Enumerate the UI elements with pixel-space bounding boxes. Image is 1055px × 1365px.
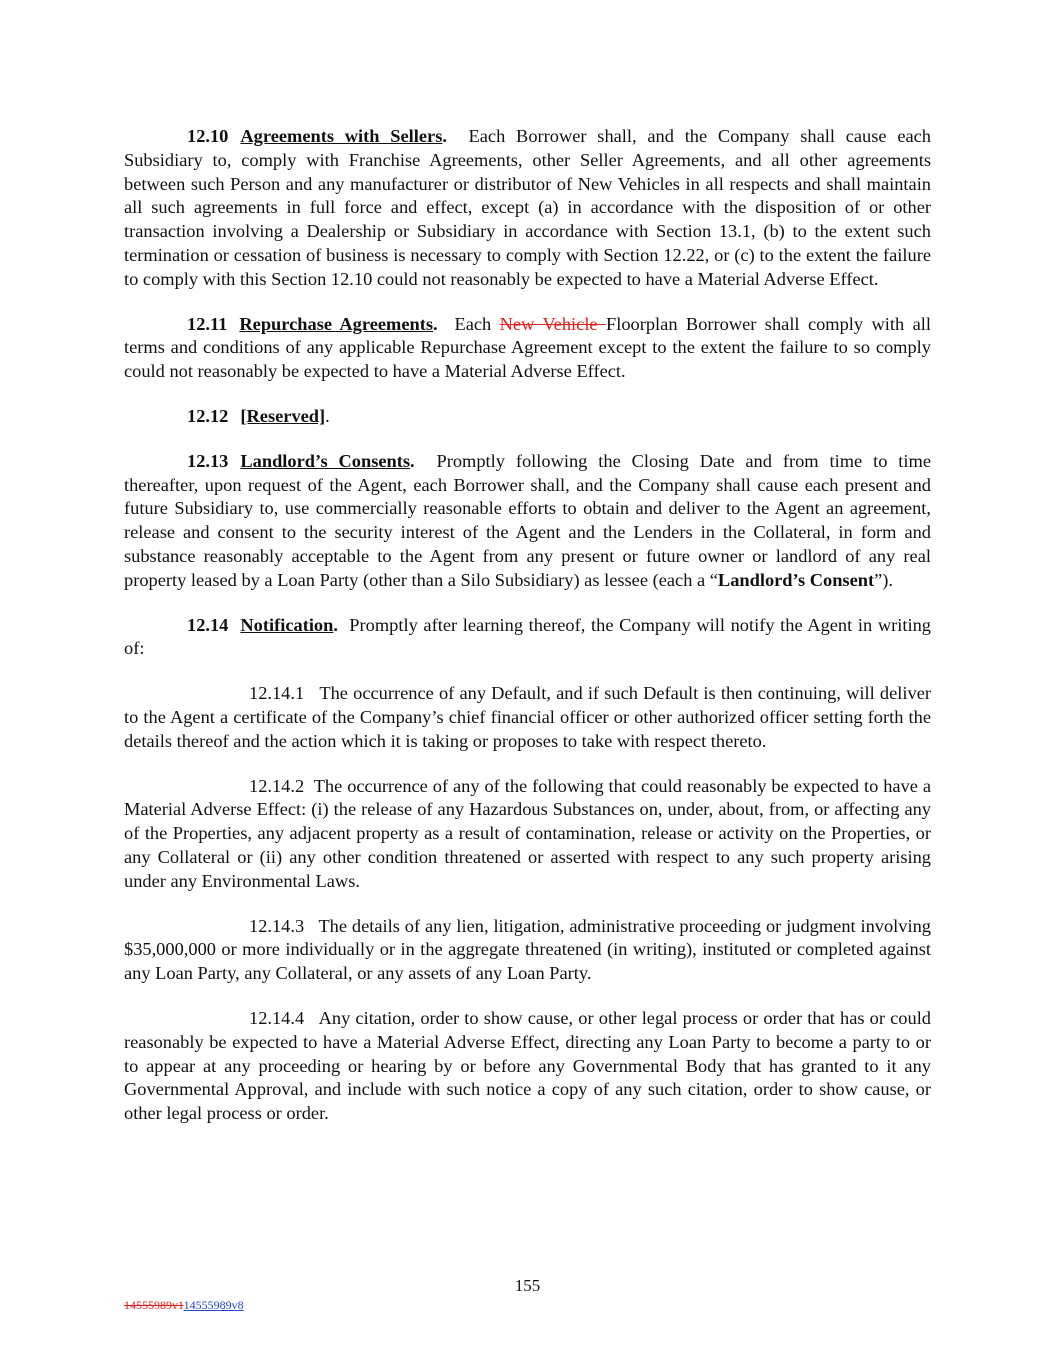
- subsection-text: Any citation, order to show cause, or other legal process or order that has or could reasonably be expected to have a Material Adverse Effect, directing any Loan Party to become a party to or to appear at any proceeding or hearing by or before any Governmental Body that has granted to it any Governmental Approval, and include with such notice a copy of any such citation, order to show cause, or other legal process or order.: [124, 1007, 932, 1124]
- section-12-14: [124, 614, 931, 662]
- section-12-12: [124, 405, 931, 429]
- defined-term: Landlord’s Consent: [717, 569, 875, 590]
- section-12-14-2: [124, 775, 931, 894]
- section-number: 12.14: [187, 614, 229, 635]
- document-body: [124, 125, 931, 1147]
- subsection-number: 12.14.2: [249, 775, 305, 796]
- subsection-number: 12.14.4: [249, 1007, 305, 1028]
- subsection-number: 12.14.3: [249, 915, 305, 936]
- section-12-14-1: [124, 682, 931, 753]
- section-number: 12.11: [187, 313, 228, 334]
- section-12-14-3: [124, 915, 931, 986]
- section-title: [Reserved]: [240, 405, 326, 426]
- deleted-text: New Vehicle: [499, 313, 606, 334]
- section-number: 12.12: [187, 405, 229, 426]
- section-title: Notification: [240, 614, 334, 635]
- section-12-11: [124, 313, 931, 384]
- section-title: Repurchase Agreements: [239, 313, 434, 334]
- section-12-10: [124, 125, 931, 292]
- section-text: Promptly after learning thereof, the Company will notify the Agent in writing of:: [124, 614, 931, 659]
- section-number: 12.10: [187, 126, 229, 146]
- section-title: Landlord’s Consents: [240, 450, 411, 471]
- document-id-old: 14555989v1: [124, 1298, 184, 1312]
- subsection-text: The occurrence of any of the following that could reasonably be expected to have a Material Adverse Effect: (i) the release of any Hazardous Substances on, under, about, from, or affecting any of the Properties, any adjacent property as a result of contamination, release or activity on the Properties, or any Collateral or (ii) any other condition threatened or asserted with respect to any such property arising under any Environmental Laws.: [124, 775, 931, 891]
- section-text-tail: ”).: [874, 569, 893, 590]
- title-punct: .: [442, 126, 447, 146]
- subsection-text: The occurrence of any Default, and if such Default is then continuing, will deliver to the Agent a certificate of the Company’s chief financial officer or other authorized officer setting forth the details thereof and the action which it is taking or proposes to take with respect thereto.: [124, 683, 931, 751]
- document-id-new: 14555989v8: [183, 1298, 244, 1312]
- section-number: 12.13: [187, 450, 229, 471]
- title-punct: .: [325, 405, 330, 426]
- section-text-pre: Each: [454, 313, 500, 334]
- document-id: [124, 1298, 244, 1313]
- subsection-text: The details of any lien, litigation, administrative proceeding or judgment involving $35,000,000 or more individually or in the aggregate threatened (in writing), instituted or completed against any Loan Party, any Collateral, or any assets of any Loan Party.: [124, 915, 931, 984]
- page-number: 155: [514, 1276, 541, 1295]
- section-text: Promptly following the Closing Date and from time to time thereafter, upon request of the Agent, each Borrower shall, and the Company shall cause each present and future Subsidiary to, use commercially reasonable efforts to obtain and deliver to the Agent an agreement, release and consent to the security interest of the Agent and the Lenders in the Collateral, in form and substance reasonably acceptable to the Agent from any present or future owner or landlord of any real property leased by a Loan Party (other than a Silo Subsidiary) as lessee (each a “: [124, 450, 931, 590]
- section-12-13: [124, 450, 931, 593]
- title-punct: .: [433, 313, 438, 334]
- section-text: Floorplan Borrower shall comply with all terms and conditions of any applicable Repurchase Agreement except to the extent the failure to so comply could not reasonably be expected to have a Material Adverse Effect.: [124, 313, 932, 382]
- section-text: Each Borrower shall, and the Company shall cause each Subsidiary to, comply with Franchise Agreements, other Seller Agreements, and all other agreements between such Person and any manufacturer or distributor of New Vehicles in all respects and shall maintain all such agreements in full force and effect, except (a) in accordance with the disposition of or other transaction involving a Dealership or Subsidiary in accordance with Section 13.1, (b) to the extent such termination or cessation of business is necessary to comply with Section 12.22, or (c) to the extent the failure to comply with this Section 12.10 could not reasonably be expected to have a Material Adverse Effect.: [124, 126, 931, 289]
- title-punct: .: [410, 450, 415, 471]
- subsection-number: 12.14.1: [249, 683, 305, 704]
- section-title: Agreements with Sellers: [240, 126, 443, 146]
- section-12-14-4: [124, 1007, 931, 1126]
- title-punct: .: [333, 614, 338, 635]
